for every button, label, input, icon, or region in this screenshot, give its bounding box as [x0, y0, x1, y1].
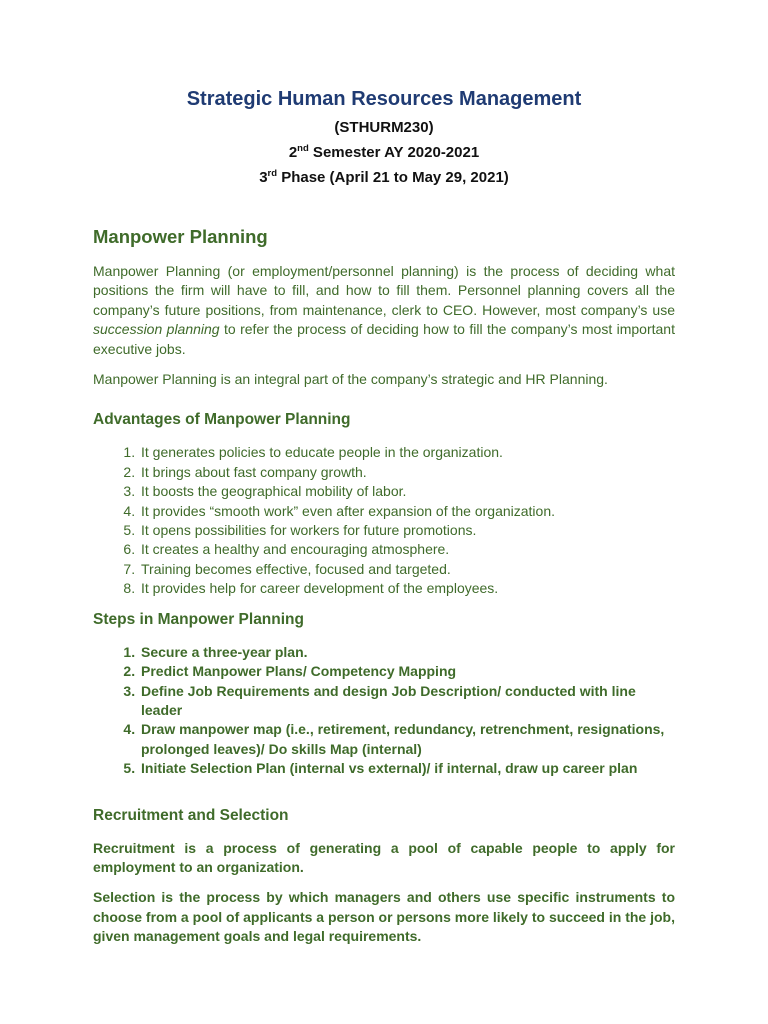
list-item: 6. It creates a healthy and encouraging atmosphere. — [139, 540, 675, 559]
list-item: 3. It boosts the geographical mobility of labor. — [139, 482, 675, 501]
manpower-integral: Manpower Planning is an integral part of the company’s strategic and HR Planning. — [93, 371, 608, 388]
recruitment-heading: Recruitment and Selection — [93, 806, 289, 824]
list-item: 4. Draw manpower map (i.e., retirement, redundancy, retrenchment, resignations, prolonged leaves)/ Do skills Map (internal) — [139, 720, 675, 759]
steps-list — [93, 643, 675, 779]
list-item: 5. It opens possibilities for workers for future promotions. — [139, 521, 675, 540]
list-item: 5. Initiate Selection Plan (internal vs external)/ if internal, draw up career plan — [139, 759, 675, 778]
list-item: 4. It provides “smooth work” even after expansion of the organization. — [139, 502, 675, 521]
semester-line: 2nd Semester AY 2020-2021 — [288, 143, 480, 161]
list-item: 7. Training becomes effective, focused and targeted. — [139, 560, 675, 579]
document-header — [93, 88, 675, 188]
list-item: 3. Define Job Requirements and design Job Description/ conducted with line leader — [139, 682, 675, 721]
steps-heading: Steps in Manpower Planning — [93, 610, 304, 628]
advantages-heading: Advantages of Manpower Planning — [93, 411, 351, 429]
phase-line: 3rd Phase (April 21 to May 29, 2021) — [259, 168, 509, 186]
course-code: (STHURM230) — [334, 119, 434, 136]
list-item: 1. It generates policies to educate people in the organization. — [139, 443, 675, 462]
list-item: 1. Secure a three-year plan. — [139, 643, 675, 662]
selection-definition: Selection is the process by which managers and others use specific instruments to choose from a pool of applicants a person or persons more likely to succeed in the job, given management goals and legal requirements. — [93, 889, 675, 945]
recruitment-definition: Recruitment is a process of generating a pool of capable people to apply for employment to an organization. — [93, 839, 675, 875]
manpower-definition: Manpower Planning (or employment/personnel planning) is the process of deciding what positions the firm will have to fill, and how to fill them. Personnel planning covers all the company’s future positions, from maintenance, clerk to CEO. However, most company’s use succession planning to refer the process of deciding how to fill the company’s most important executive jobs. — [93, 263, 675, 357]
advantages-list — [93, 443, 675, 598]
succession-planning-term: succession planning — [93, 321, 220, 338]
list-item: 8. It provides help for career development of the employees. — [139, 579, 675, 598]
list-item: 2. It brings about fast company growth. — [139, 463, 675, 482]
manpower-heading: Manpower Planning — [93, 226, 268, 247]
document-title: Strategic Human Resources Management — [186, 88, 582, 110]
list-item: 2. Predict Manpower Plans/ Competency Mapping — [139, 662, 675, 681]
